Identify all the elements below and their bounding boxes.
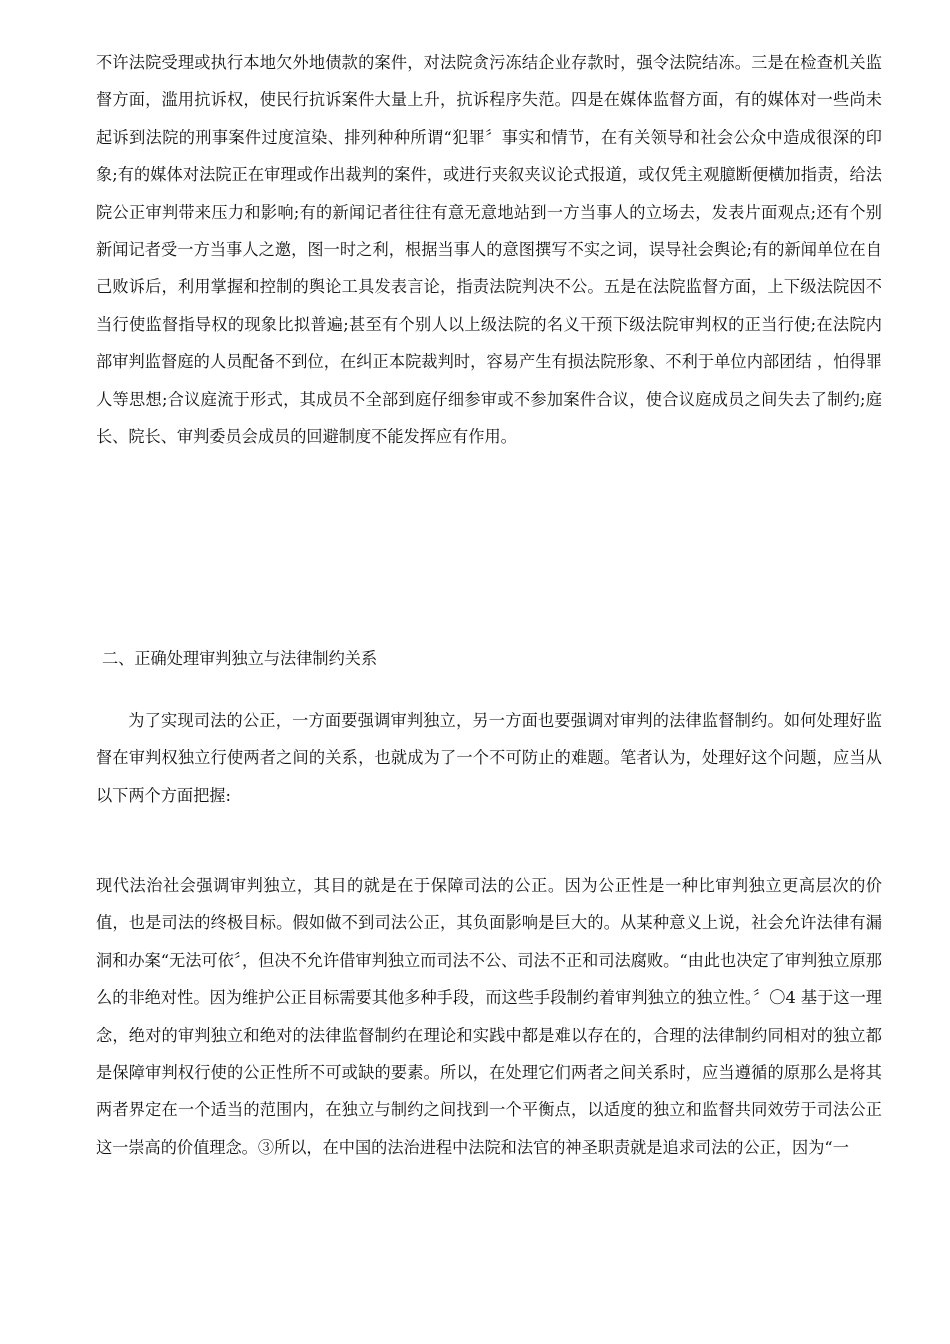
body-paragraph-2 xyxy=(96,702,882,814)
body-paragraph-3: 现代法治社会强调审判独立，其目的就是在于保障司法的公正。因为公正性是一种比审判独立更高层次的价值，也是司法的终极目标。假如做不到司法公正，其负面影响是巨大的。从某种意义上说，社会允许法律有漏洞和办案“无法可依〞，但决不允许借审判独立而司法不公、司法不正和司法腐败。“由此也决定了审判独立原那么的非绝对性。因为维护公正目标需要其他多种手段，而这些手段制约着审判独立的独立性。〞〇4 基于这一理念，绝对的审判独立和绝对的法律监督制约在理论和实践中都是难以存在的，合理的法律制约同相对的独立都是保障审判权行使的公正性所不可或缺的要素。所以，在处理它们两者之间关系时，应当遵循的原那么是将其两者界定在一个适当的范围内，在独立与制约之间找到一个平衡点，以适度的独立和监督共同效劳于司法公正这一崇高的价值理念。③所以，在中国的法治进程中法院和法官的神圣职责就是追求司法的公正，因为“一 xyxy=(96,876,882,1157)
body-paragraph-2-text: 为了实现司法的公正，一方面要强调审判独立，另一方面也要强调对审判的法律监督制约。如何处理好监督在审判权独立行使两者之间的关系，也就成为了一个不可防止的难题。笔者认为，处理好这个问题，应当从以下两个方面把握: xyxy=(96,711,882,805)
body-paragraph-1: 不许法院受理或执行本地欠外地债款的案件，对法院贪污冻结企业存款时，强令法院结冻。三是在检查机关监督方面，滥用抗诉权，使民行抗诉案件大量上升，抗诉程序失范。四是在媒体监督方面，有的媒体对一些尚未起诉到法院的刑事案件过度渲染、排列种种所谓“犯罪〞事实和情节，在有关领导和社会公众中造成很深的印象;有的媒体对法院正在审理或作出裁判的案件，或进行夹叙夹议论式报道，或仅凭主观臆断便横加指责，给法院公正审判带来压力和影响;有的新闻记者往往有意无意地站到一方当事人的立场去，发表片面观点;还有个别新闻记者受一方当事人之邀，图一时之利，根据当事人的意图撰写不实之词，误导社会舆论;有的新闻单位在自己败诉后，利用掌握和控制的舆论工具发表言论，指责法院判决不公。五是在法院监督方面，上下级法院因不当行使监督指导权的现象比拟普遍;甚至有个别人以上级法院的名义干预下级法院审判权的正当行使;在法院内部审判监督庭的人员配备不到位，在纠正本院裁判时，容易产生有损法院形象、不利于单位内部团结 ，怕得罪人等思想;合议庭流于形式，其成员不全部到庭仔细参审或不参加案件合议，使合议庭成员之间失去了制约;庭长、院长、审判委员会成员的回避制度不能发挥应有作用。 xyxy=(96,53,882,447)
section-heading: 二、正确处理审判独立与法律制约关系 xyxy=(102,649,378,668)
